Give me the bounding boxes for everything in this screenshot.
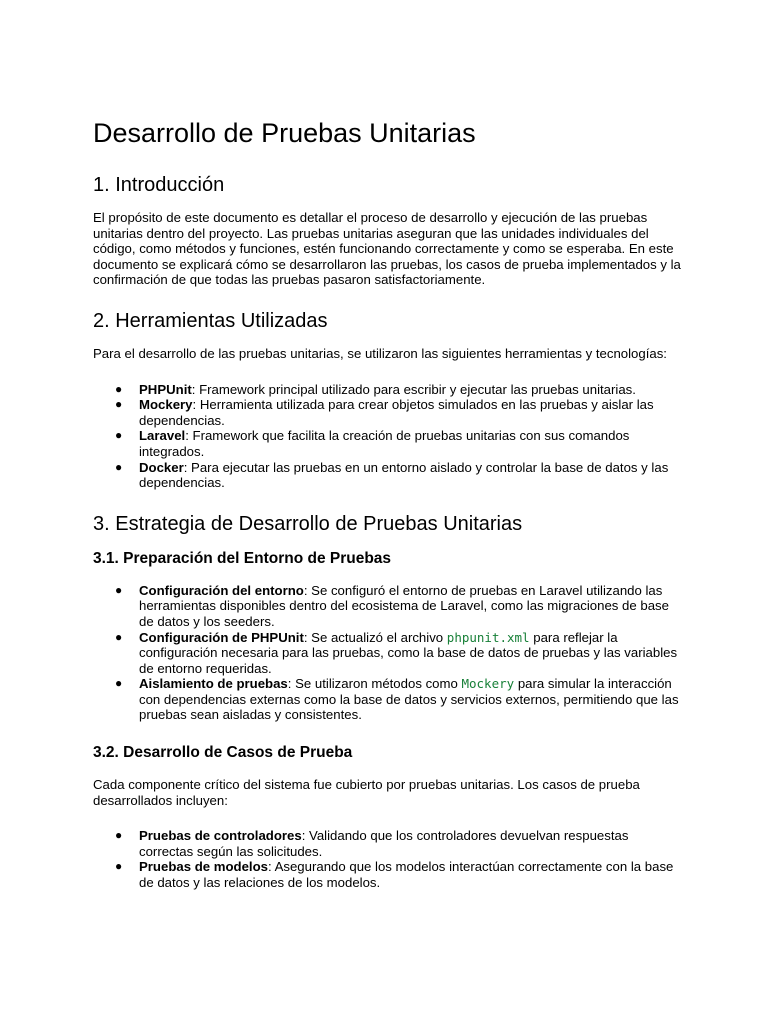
list-term: Laravel	[139, 428, 186, 444]
list-text: para simular la interacción con dependencias externas como la base de datos y servicios externos, permitiendo que las pruebas sean aisladas y consistentes.	[139, 676, 679, 723]
list-item	[93, 460, 683, 491]
section-1-heading: 1. Introducción	[93, 174, 225, 196]
inline-code: Mockery	[461, 676, 515, 692]
list-text: : Framework que facilita la creación de pruebas unitarias con sus comandos integrados.	[139, 428, 630, 459]
document-title: Desarrollo de Pruebas Unitarias	[93, 118, 476, 148]
list-text: : Se configuró el entorno de pruebas en Laravel utilizando las herramientas disponibles dentro del ecosistema de Laravel, como las migraciones de base de datos y los seeders.	[139, 582, 669, 629]
list-text: : Se utilizaron métodos como	[287, 676, 462, 692]
list-text: : Para ejecutar las pruebas en un entorno aislado y controlar la base de datos y las dependencias.	[139, 459, 669, 491]
list-term: Pruebas de modelos	[139, 859, 268, 875]
list-item	[93, 583, 683, 630]
list-item	[93, 428, 683, 459]
list-item	[93, 828, 683, 859]
list-item	[93, 630, 683, 677]
bullet-icon: ●	[115, 428, 123, 443]
test-cases-list	[93, 828, 683, 890]
list-item	[93, 397, 683, 428]
section-3-heading: 3. Estrategia de Desarrollo de Pruebas Unitarias	[93, 512, 523, 535]
list-term: Configuración del entorno	[139, 582, 304, 598]
bullet-icon: ●	[115, 582, 123, 597]
list-item	[93, 859, 683, 890]
document-content	[93, 116, 683, 911]
tools-list	[93, 382, 683, 491]
section-1-paragraph: El propósito de este documento es detallar el proceso de desarrollo y ejecución de las pruebas unitarias dentro del proyecto. Las pruebas unitarias aseguran que las unidades individuales del código, como métodos y funciones, estén funcionando correctamente y como se esperaba. En este documento se explicará cómo se desarrollaron las pruebas, los casos de prueba implementados y la confirmación de que todas las pruebas pasaron satisfactoriamente.	[93, 210, 681, 288]
environment-list	[93, 583, 683, 723]
bullet-icon: ●	[115, 828, 123, 843]
bullet-icon: ●	[115, 397, 123, 412]
bullet-icon: ●	[115, 459, 123, 474]
bullet-icon: ●	[115, 381, 123, 396]
subsection-3-2-intro: Cada componente crítico del sistema fue cubierto por pruebas unitarias. Los casos de prueba desarrollados incluyen:	[93, 777, 640, 808]
list-text: : Herramienta utilizada para crear objetos simulados en las pruebas y aislar las dependencias.	[139, 397, 654, 428]
bullet-icon: ●	[115, 676, 123, 691]
list-term: Mockery	[139, 397, 193, 413]
inline-code: phpunit.xml	[446, 629, 530, 645]
list-text: : Se actualizó el archivo	[303, 629, 447, 645]
section-2-intro: Para el desarrollo de las pruebas unitarias, se utilizaron las siguientes herramientas y tecnologías:	[93, 345, 667, 361]
list-text: : Validando que los controladores devuelvan respuestas correctas según las solicitudes.	[139, 828, 629, 859]
list-term: PHPUnit	[139, 381, 192, 397]
list-term: Pruebas de controladores	[139, 828, 302, 844]
list-text: para reflejar la configuración necesaria para las pruebas, como la base de datos de pruebas y las variables de entorno requeridas.	[139, 629, 678, 676]
list-text: : Framework principal utilizado para escribir y ejecutar las pruebas unitarias.	[191, 381, 636, 397]
list-term: Configuración de PHPUnit	[139, 629, 304, 645]
section-2-heading: 2. Herramientas Utilizadas	[93, 309, 328, 332]
list-text: : Asegurando que los modelos interactúan correctamente con la base de datos y las relaciones de los modelos.	[139, 859, 674, 891]
bullet-icon: ●	[115, 859, 123, 874]
list-term: Docker	[139, 459, 184, 475]
list-item	[93, 676, 683, 723]
list-item	[93, 382, 683, 398]
list-term: Aislamiento de pruebas	[139, 676, 288, 692]
subsection-3-1-heading: 3.1. Preparación del Entorno de Pruebas	[93, 549, 392, 567]
bullet-icon: ●	[115, 629, 123, 644]
subsection-3-2-heading: 3.2. Desarrollo de Casos de Prueba	[93, 744, 353, 762]
